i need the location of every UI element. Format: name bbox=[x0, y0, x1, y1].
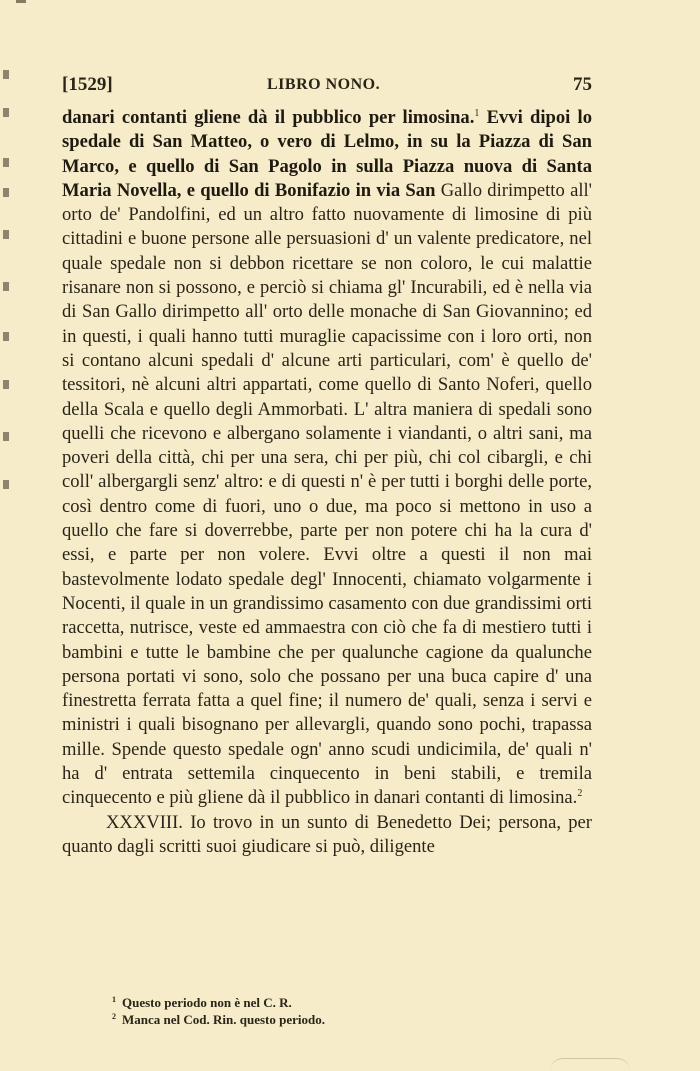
footnote-ref-1: 1 bbox=[474, 107, 480, 119]
paragraph-1 bbox=[62, 106, 592, 811]
footnote-2-mark: 2 bbox=[112, 1011, 116, 1021]
footnote-2-text: Manca nel Cod. Rin. questo periodo. bbox=[122, 1012, 325, 1027]
footnote-1 bbox=[112, 994, 592, 1011]
paragraph-1-text: Gallo dirimpetto all' orto de' Pandolfini, ed un altro fatto nuovamente di limosine di più cittadini e buone persone alle persuasioni d' un valente predicatore, nel quale spedale non si debbon ricettare se non coloro, le cui malattie risanare non si possono, e perciò si chiama gl' Incurabili, ed è nella via di San Gallo dirimpetto all' orto delle monache di San Giovannino; ed in questi, i quali hanno tutti muraglie capacissime con i loro orti, non si contano alcuni spedali d' alcune arti particulari, com' è quello de' tessitori, nè alcuni altri appartati, come quello di Santo Noferi, quello della Scala e quello degli Ammorbati. L' altra maniera di spedali sono quelli che ricevono e albergano solamente i viandanti, o altri sani, ma poveri della città, chi per una sera, chi per più, chi col cibargli, e chi coll' albergargli senz' altro: e di questi n' è per tutti i borghi delle porte, così dentro come di fuori, uno o due, ma poco si mettono in uso a quello che fare si doverrebbe, parte per non potere chi ha la cura d' essi, e parte per non volere. Evvi oltre a questi il non mai bastevolmente lodato spedale degl' Innocenti, chiamato volgarmente i Nocenti, il quale in un grandissimo casamento con due grandissimi orti raccetta, nutrisce, veste ed ammaestra con ciò che fa di mestiero tutti i bambini e tutte le bambine che per qualunche cagione da qualunche persona portati vi sono, solo che possano per una buca capire d' una finestretta ferrata fatta a quel fine; il numero de' quali, senza i servi e ministri i quali bisognano per allevargli, quando sono pochi, trapassa mille. Spende questo spedale ogn' anno scudi undicimila, de' quali n' ha d' entrata settemila cinquecento in beni stabili, e tremila cinquecento e più gliene dà il pubblico in danari contanti di limosina. bbox=[62, 179, 592, 809]
header-year: [1529] bbox=[62, 74, 113, 95]
footnote-1-mark: 1 bbox=[112, 994, 116, 1004]
bold-opening: danari contanti gliene dà il pubblico per limosina. bbox=[62, 107, 475, 128]
page-number: 75 bbox=[573, 74, 592, 95]
running-header bbox=[62, 74, 592, 98]
header-title: LIBRO NONO. bbox=[267, 76, 381, 93]
margin-artifacts bbox=[0, 70, 14, 490]
footnote-2 bbox=[112, 1011, 592, 1028]
footnotes bbox=[112, 994, 592, 1028]
bold-continuation: Evvi dipoi lo spedale di San Matteo, o vero di Lelmo, in su la Piazza di San Marco, e quello di San Pagolo in sulla Piazza nuova di Santa Maria Novella, e quello di Bonifazio in via San bbox=[62, 107, 592, 201]
corner-mark bbox=[16, 0, 26, 3]
paragraph-2: XXXVIII. Io trovo in un sunto di Benedetto Dei; persona, per quanto dagli scritti suoi giudicare si può, diligente bbox=[62, 811, 592, 857]
main-text bbox=[62, 106, 592, 859]
footnote-1-text: Questo periodo non è nel C. R. bbox=[122, 995, 292, 1010]
page-edge-mark bbox=[550, 1058, 630, 1071]
footnote-ref-2: 2 bbox=[577, 788, 583, 800]
